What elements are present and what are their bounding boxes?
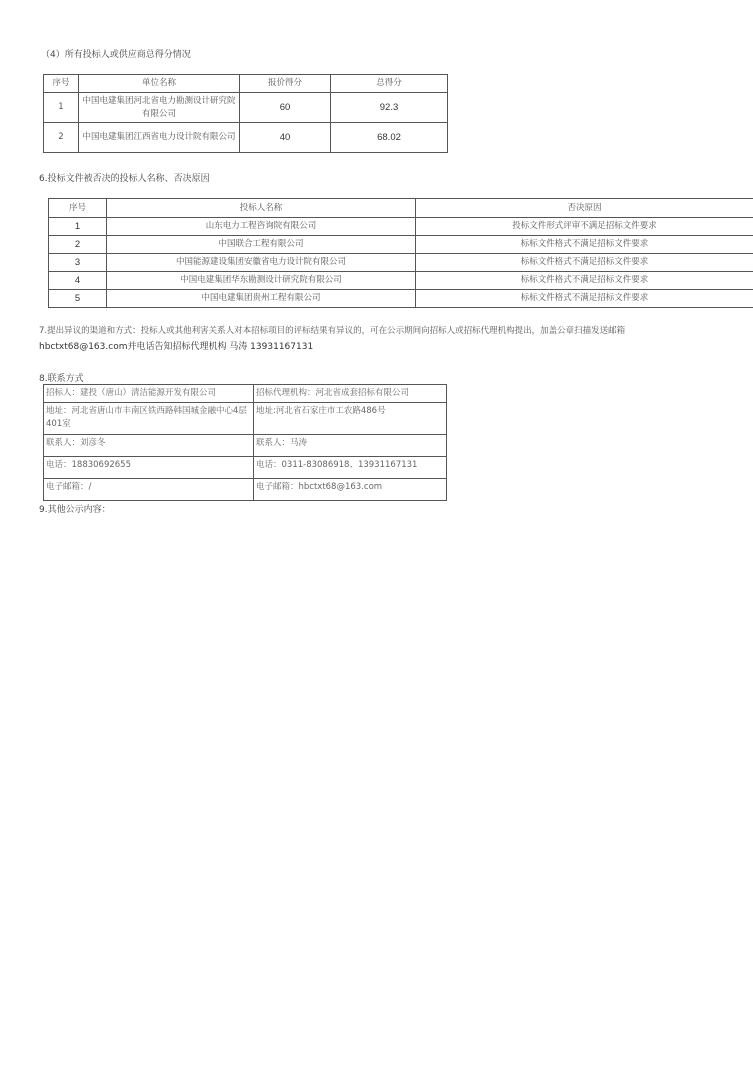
table-row (44, 93, 448, 123)
row-name: 中国电建集团江西省电力设计院有限公司 (79, 123, 240, 153)
row-name: 中国能源建设集团安徽省电力设计院有限公司 (107, 254, 416, 272)
section6-heading: 6.投标文件被否决的投标人名称、否决原因 (39, 174, 210, 184)
table-row (49, 272, 753, 290)
row-total: 68.02 (331, 123, 448, 153)
row-no: 4 (49, 272, 107, 290)
tenderer-address-cell: 地址：河北省唐山市丰南区铁西路韩国城金融中心4层401室 (44, 403, 254, 435)
tenderer-email-cell: 电子邮箱：/ (44, 479, 254, 501)
score-table (43, 74, 448, 153)
row-price-score: 40 (240, 123, 331, 153)
objection-contact: hbctxt68@163.com并电话告知招标代理机构 马涛 13931167131 (39, 342, 314, 352)
row-name: 山东电力工程咨询院有限公司 (107, 218, 416, 236)
row-reason: 标标文件格式不满足招标文件要求 (416, 236, 753, 254)
rejected-header-name: 投标人名称 (107, 199, 416, 218)
table-row (49, 236, 753, 254)
tenderer-contact-cell: 联系人：刘彦冬 (44, 435, 254, 457)
tenderer-cell: 招标人：建投（唐山）清洁能源开发有限公司 (44, 385, 254, 403)
row-name: 中国电建集团华东勘测设计研究院有限公司 (107, 272, 416, 290)
score-header-no: 序号 (44, 75, 79, 93)
agency-cell: 招标代理机构：河北省成套招标有限公司 (254, 385, 447, 403)
row-no: 1 (44, 93, 79, 123)
row-reason: 标标文件格式不满足招标文件要求 (416, 290, 753, 308)
table-row (44, 385, 447, 403)
row-total: 92.3 (331, 93, 448, 123)
row-price-score: 60 (240, 93, 331, 123)
table-row (44, 435, 447, 457)
table-row (49, 218, 753, 236)
row-name: 中国联合工程有限公司 (107, 236, 416, 254)
row-name: 中国电建集团河北省电力勘测设计研究院有限公司 (79, 93, 240, 123)
rejected-table (48, 198, 753, 308)
contact-table (43, 384, 447, 501)
section4-heading: （4）所有投标人或供应商总得分情况 (41, 50, 191, 60)
row-no: 5 (49, 290, 107, 308)
tenderer-phone-cell: 电话：18830692655 (44, 457, 254, 479)
table-row (44, 479, 447, 501)
row-reason: 标标文件格式不满足招标文件要求 (416, 254, 753, 272)
agency-email-cell: 电子邮箱：hbctxt68@163.com (254, 479, 447, 501)
row-no: 2 (49, 236, 107, 254)
table-row (44, 123, 448, 153)
section8-heading: 8.联系方式 (39, 374, 84, 384)
row-no: 2 (44, 123, 79, 153)
row-reason: 投标文件形式评审不满足招标文件要求 (416, 218, 753, 236)
table-row (49, 254, 753, 272)
objection-paragraph: 7.提出异议的渠道和方式：投标人或其他利害关系人对本招标项目的评标结果有异议的，可在公示期间向招标人或招标代理机构提出，加盖公章扫描发送邮箱 (39, 326, 626, 336)
agency-phone-cell: 电话：0311-83086918、13931167131 (254, 457, 447, 479)
section9-heading: 9.其他公示内容： (39, 505, 111, 515)
agency-contact-cell: 联系人：马涛 (254, 435, 447, 457)
table-row (44, 457, 447, 479)
row-name: 中国电建集团贵州工程有限公司 (107, 290, 416, 308)
row-no: 1 (49, 218, 107, 236)
rejected-header-reason: 否决原因 (416, 199, 753, 218)
score-header-price: 报价得分 (240, 75, 331, 93)
score-header-name: 单位名称 (79, 75, 240, 93)
row-reason: 标标文件格式不满足招标文件要求 (416, 272, 753, 290)
table-row (44, 403, 447, 435)
row-no: 3 (49, 254, 107, 272)
rejected-header-no: 序号 (49, 199, 107, 218)
table-row (49, 290, 753, 308)
agency-address-cell: 地址:河北省石家庄市工农路486号 (254, 403, 447, 435)
score-header-total: 总得分 (331, 75, 448, 93)
